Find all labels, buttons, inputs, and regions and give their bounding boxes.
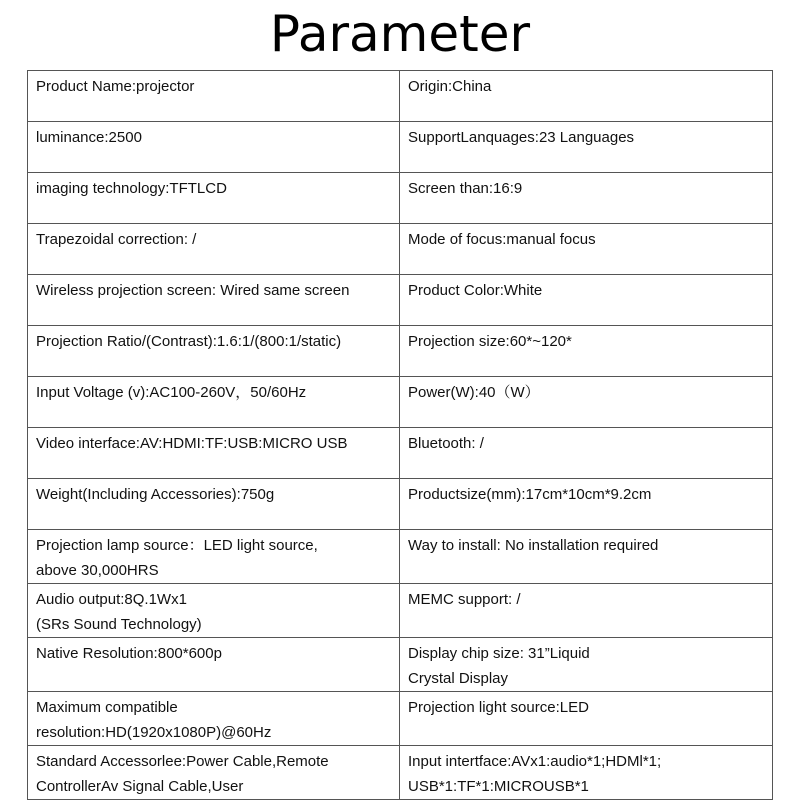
table-row (28, 326, 773, 377)
spec-cell-focus-mode: Mode of focus:manual focus (400, 224, 773, 275)
spec-cell-native-resolution: Native Resolution:800*600p (28, 638, 400, 692)
table-row (28, 122, 773, 173)
spec-cell-display-chip: Display chip size: 31”Liquid Crystal Display (400, 638, 773, 692)
table-row (28, 638, 773, 692)
table-row (28, 584, 773, 638)
spec-cell-video-interface: Video interface:AV:HDMI:TF:USB:MICRO USB (28, 428, 400, 479)
spec-cell-trapezoidal-correction: Trapezoidal correction: / (28, 224, 400, 275)
spec-cell-audio-output: Audio output:8Q.1Wx1 (SRs Sound Technology) (28, 584, 400, 638)
table-row (28, 275, 773, 326)
spec-cell-standard-accessories: Standard Accessorlee:Power Cable,Remote ControllerAv Signal Cable,User (28, 746, 400, 800)
spec-cell-projection-ratio: Projection Ratio/(Contrast):1.6:1/(800:1/static) (28, 326, 400, 377)
spec-cell-product-name: Product Name:projector (28, 71, 400, 122)
table-row (28, 428, 773, 479)
spec-cell-light-source: Projection light source:LED (400, 692, 773, 746)
table-row (28, 692, 773, 746)
table-row (28, 377, 773, 428)
spec-cell-power: Power(W):40（W） (400, 377, 773, 428)
spec-cell-memc-support: MEMC support: / (400, 584, 773, 638)
table-row (28, 479, 773, 530)
spec-cell-product-color: Product Color:White (400, 275, 773, 326)
spec-cell-lamp-source: Projection lamp source：LED light source, above 30,000HRS (28, 530, 400, 584)
page-title: Parameter (269, 5, 531, 63)
spec-cell-origin: Origin:China (400, 71, 773, 122)
spec-cell-product-size: Productsize(mm):17cm*10cm*9.2cm (400, 479, 773, 530)
spec-cell-screen-ratio: Screen than:16:9 (400, 173, 773, 224)
spec-cell-languages: SupportLanquages:23 Languages (400, 122, 773, 173)
table-row (28, 173, 773, 224)
spec-cell-projection-size: Projection size:60*~120* (400, 326, 773, 377)
table-row (28, 746, 773, 800)
spec-cell-bluetooth: Bluetooth: / (400, 428, 773, 479)
spec-cell-wireless-projection: Wireless projection screen: Wired same screen (28, 275, 400, 326)
spec-cell-input-interface: Input intertface:AVx1:audio*1;HDMl*1; USB*1:TF*1:MICROUSB*1 (400, 746, 773, 800)
spec-cell-luminance: luminance:2500 (28, 122, 400, 173)
spec-cell-input-voltage: Input Voltage (v):AC100-260V，50/60Hz (28, 377, 400, 428)
spec-cell-weight: Weight(Including Accessories):750g (28, 479, 400, 530)
spec-cell-max-resolution: Maximum compatible resolution:HD(1920x1080P)@60Hz (28, 692, 400, 746)
spec-cell-install-method: Way to install: No installation required (400, 530, 773, 584)
table-row (28, 224, 773, 275)
table-row (28, 71, 773, 122)
table-row (28, 530, 773, 584)
spec-cell-imaging-technology: imaging technology:TFTLCD (28, 173, 400, 224)
parameter-table (27, 70, 773, 800)
